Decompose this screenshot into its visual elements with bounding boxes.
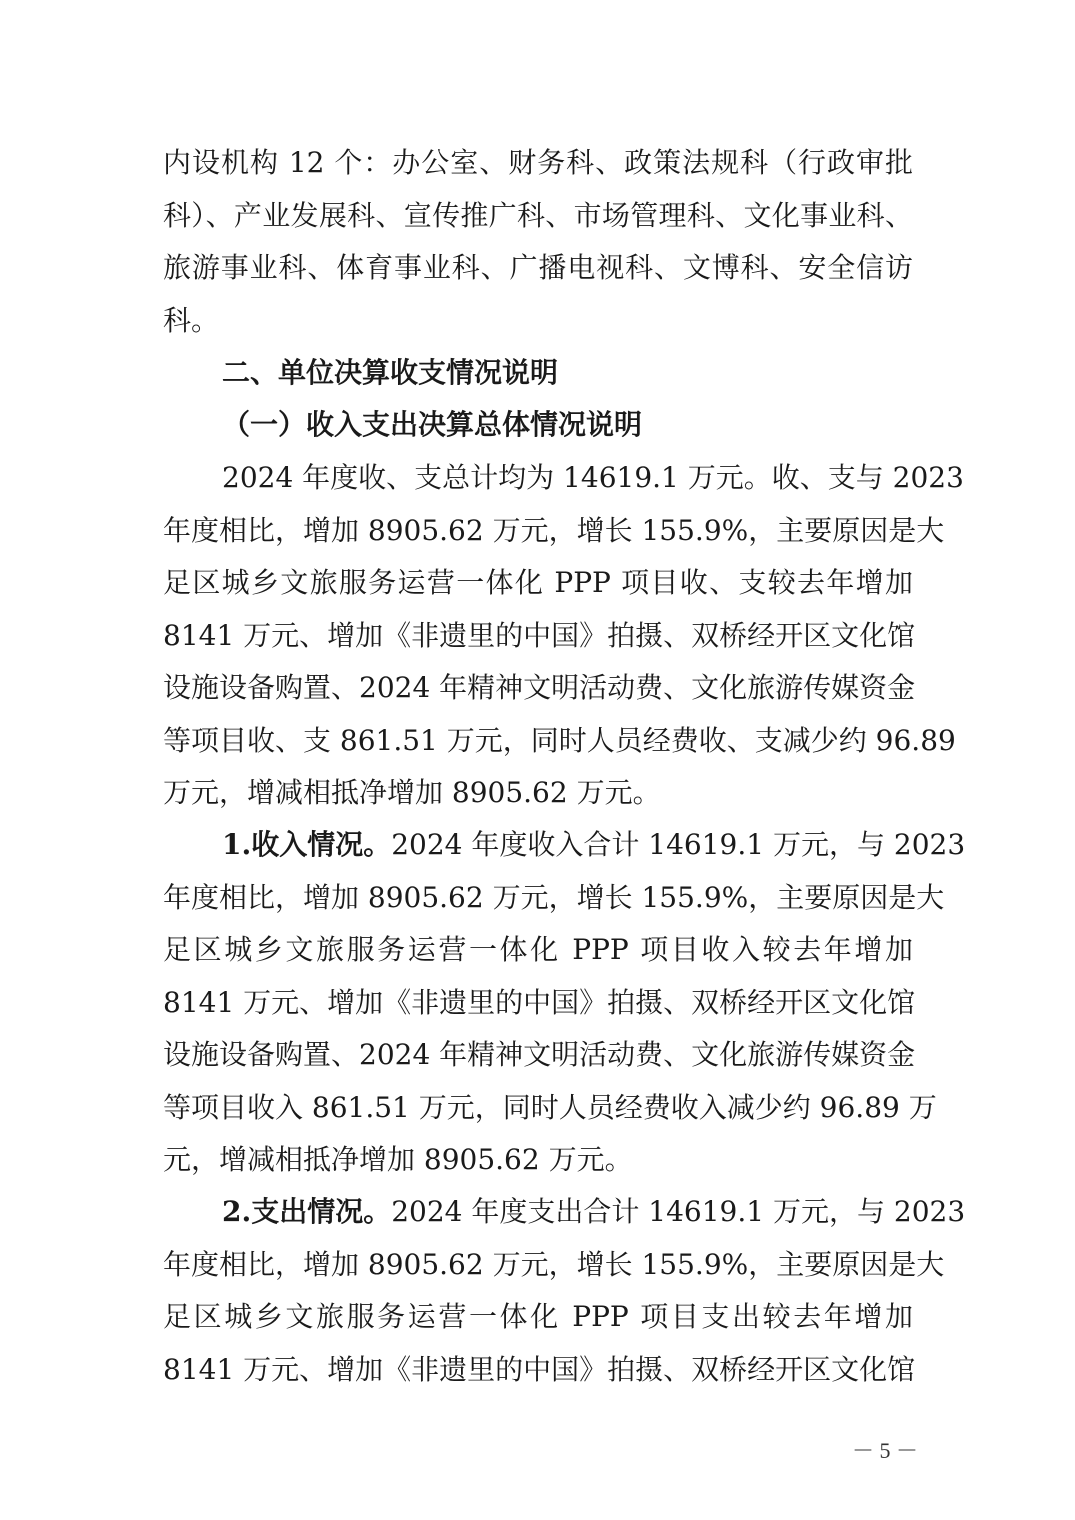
- income-label: 1.收入情况。: [222, 828, 392, 861]
- subsection-heading: （一）收入支出决算总体情况说明: [222, 408, 643, 441]
- text-line: 8141 万元、增加《非遗里的中国》拍摄、双桥经开区文化馆: [163, 619, 916, 652]
- text-line: 等项目收、支 861.51 万元，同时人员经费收、支减少约 96.89: [163, 724, 956, 757]
- text-line: 万元，增减相抵净增加 8905.62 万元。: [163, 776, 661, 809]
- text-line: 科。: [163, 304, 220, 337]
- text-line: 设施设备购置、2024 年精神文明活动费、文化旅游传媒资金: [163, 1038, 916, 1071]
- page-number: － 5 －: [851, 1438, 918, 1463]
- text-line: 年度相比，增加 8905.62 万元，增长 155.9%，主要原因是大: [163, 881, 945, 914]
- text-line: 等项目收入 861.51 万元，同时人员经费收入减少约 96.89 万: [163, 1091, 937, 1124]
- text-line: 元，增减相抵净增加 8905.62 万元。: [163, 1143, 633, 1176]
- text-line: 设施设备购置、2024 年精神文明活动费、文化旅游传媒资金: [163, 671, 916, 704]
- text-line: 科）、产业发展科、宣传推广科、市场管理科、文化事业科、: [163, 199, 913, 232]
- expense-first-line: [222, 1192, 966, 1232]
- text-line: 旅游事业科、体育事业科、广播电视科、文博科、安全信访: [163, 251, 913, 284]
- text-line: 足区城乡文旅服务运营一体化 PPP 项目收入较去年增加: [163, 933, 913, 966]
- expense-label: 2.支出情况。: [222, 1195, 392, 1228]
- text-line: 8141 万元、增加《非遗里的中国》拍摄、双桥经开区文化馆: [163, 1353, 916, 1386]
- income-text: 2024 年度收入合计 14619.1 万元，与 2023: [391, 828, 966, 861]
- expense-text: 2024 年度支出合计 14619.1 万元，与 2023: [391, 1195, 966, 1228]
- income-first-line: [222, 825, 966, 865]
- text-line: 年度相比，增加 8905.62 万元，增长 155.9%，主要原因是大: [163, 514, 945, 547]
- section-heading: 二、单位决算收支情况说明: [222, 356, 559, 389]
- text-line: 内设机构 12 个：办公室、财务科、政策法规科（行政审批: [163, 146, 913, 179]
- text-line: 年度相比，增加 8905.62 万元，增长 155.9%，主要原因是大: [163, 1248, 945, 1281]
- text-line: 8141 万元、增加《非遗里的中国》拍摄、双桥经开区文化馆: [163, 986, 916, 1019]
- text-line: 2024 年度收、支总计均为 14619.1 万元。收、支与 2023: [222, 461, 964, 494]
- text-line: 足区城乡文旅服务运营一体化 PPP 项目支出较去年增加: [163, 1300, 913, 1333]
- text-line: 足区城乡文旅服务运营一体化 PPP 项目收、支较去年增加: [163, 566, 913, 599]
